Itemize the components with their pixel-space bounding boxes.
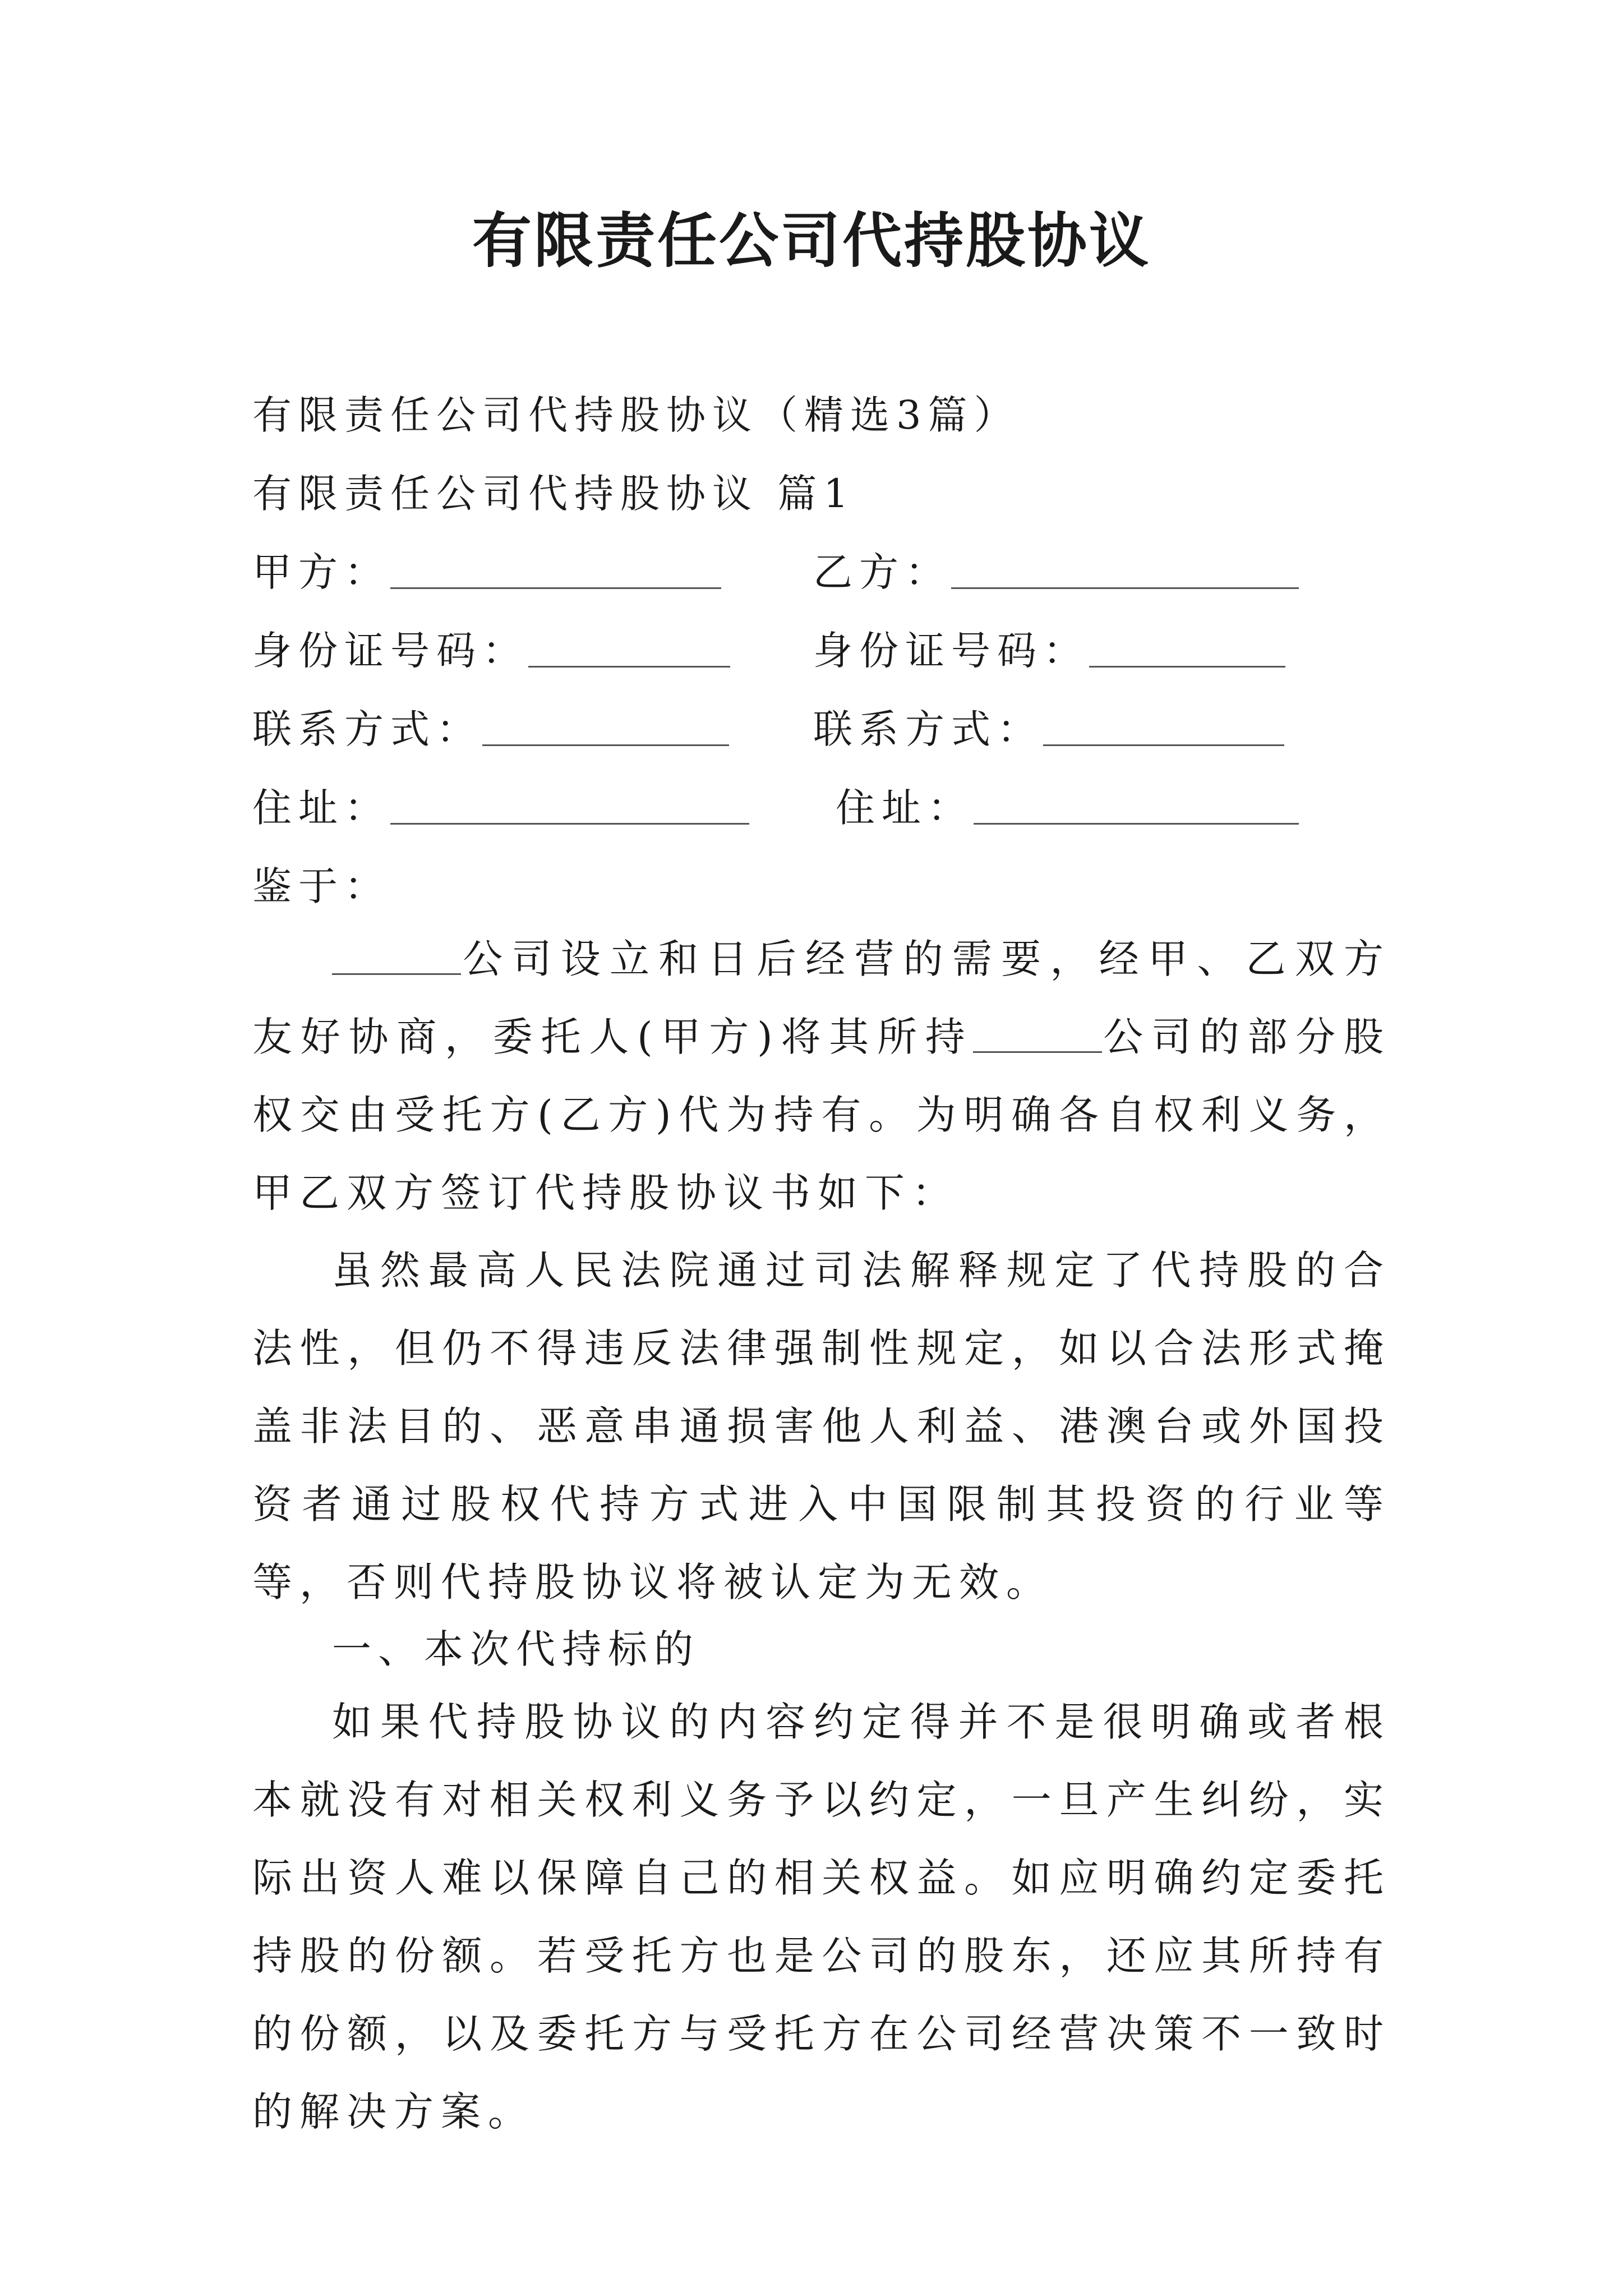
- party-a-field: [252, 544, 721, 600]
- address-row: [252, 780, 1430, 836]
- address-a-blank: [390, 784, 749, 825]
- section-heading: 一、本次代持标的: [332, 1626, 700, 1672]
- contact-a-label: 联系方式：: [252, 706, 482, 752]
- id-row: [252, 623, 1430, 679]
- party-row: [252, 544, 1430, 600]
- address-b-field: [836, 780, 1299, 836]
- document-title: 有限责任公司代持股协议: [472, 206, 1151, 275]
- id-a-blank: [528, 627, 730, 668]
- contact-row: [252, 701, 1430, 757]
- whereas-paragraph-part2: 公司的部分股权交由受托方(乙方)代为持有。为明确各自权利义务，甲乙双方签订代持股协议书如下：: [252, 1014, 1391, 1216]
- address-b-blank: [974, 784, 1299, 825]
- party-b-label: 乙方：: [813, 549, 951, 595]
- contact-b-field: [813, 701, 1284, 757]
- whereas-paragraph-part1: 公司设立和日后经营的需要，经甲、乙双方友好协商，委托人(甲方)将其所持: [252, 936, 1391, 1060]
- id-b-blank: [1089, 627, 1285, 668]
- contact-b-blank: [1043, 705, 1284, 746]
- whereas-paragraph: [252, 920, 1391, 1232]
- id-b-label: 身份证号码：: [813, 628, 1089, 674]
- address-b-label: 住址：: [836, 785, 974, 831]
- id-b-field: [813, 623, 1285, 679]
- company-blank-2: [973, 1014, 1102, 1053]
- address-a-field: [252, 780, 749, 836]
- party-a-blank: [390, 548, 721, 589]
- id-a-field: [252, 623, 730, 679]
- address-a-label: 住址：: [252, 785, 390, 831]
- id-a-label: 身份证号码：: [252, 628, 528, 674]
- legality-paragraph: 虽然最高人民法院通过司法解释规定了代持股的合法性，但仍不得违反法律强制性规定，如以合法形式掩盖非法目的、恶意串通损害他人利益、港澳台或外国投资者通过股权代持方式进入中国限制其投资的行业等等，否则代持股协议将被认定为无效。: [252, 1247, 1391, 1605]
- contact-b-label: 联系方式：: [813, 706, 1043, 752]
- contact-a-field: [252, 701, 729, 757]
- whereas-label: 鉴于：: [252, 863, 390, 909]
- document-subtitle: 有限责任公司代持股协议（精选3篇）: [252, 392, 1020, 438]
- company-blank-1: [332, 936, 461, 975]
- party-a-label: 甲方：: [252, 549, 390, 595]
- section-paragraph: 如果代持股协议的内容约定得并不是很明确或者根本就没有对相关权利义务予以约定，一旦产生纠纷，实际出资人难以保障自己的相关权益。如应明确约定委托持股的份额。若受托方也是公司的股东，还应其所持有的份额，以及委托方与受托方在公司经营决策不一致时的解决方案。: [252, 1699, 1391, 2135]
- article-heading: 有限责任公司代持股协议 篇1: [252, 471, 855, 517]
- party-b-blank: [951, 548, 1299, 589]
- contact-a-blank: [482, 705, 729, 746]
- party-b-field: [813, 544, 1299, 600]
